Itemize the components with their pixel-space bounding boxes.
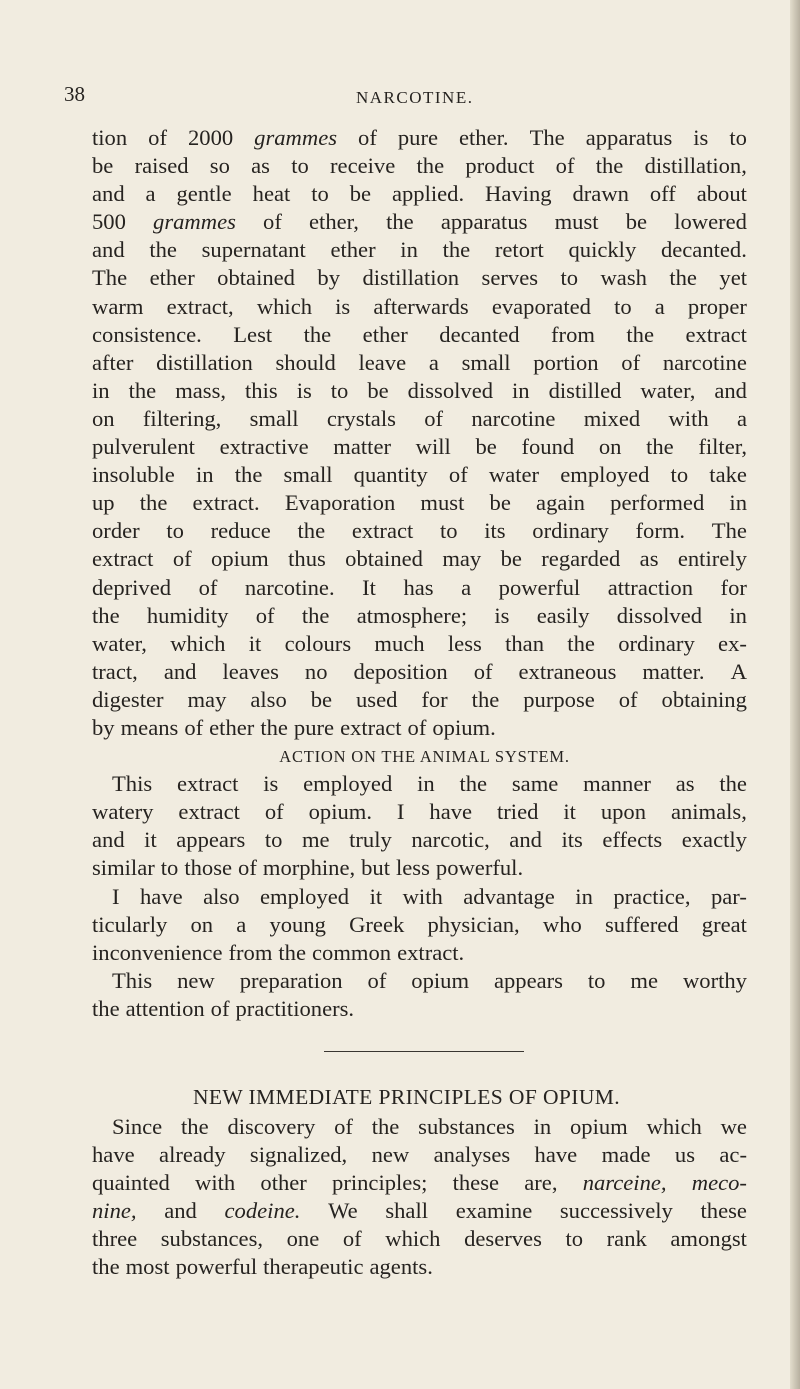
text-line: consistence. Lest the ether decanted from the extract bbox=[92, 321, 747, 347]
subsection-heading: ACTION ON THE ANIMAL SYSTEM. bbox=[279, 747, 570, 767]
text-line: and the supernatant ether in the retort quickly decanted. bbox=[92, 237, 747, 263]
section-divider bbox=[324, 1051, 524, 1052]
text-line: nine, and codeine. We shall examine successively these bbox=[92, 1198, 747, 1224]
section-heading: NEW IMMEDIATE PRINCIPLES OF OPIUM. bbox=[192, 1085, 621, 1109]
text-line: by means of ether the pure extract of opium. bbox=[92, 714, 496, 740]
paragraph bbox=[92, 124, 747, 742]
text-line: watery extract of opium. I have tried it upon animals, bbox=[92, 799, 747, 825]
text-line: three substances, one of which deserves to rank amongst bbox=[92, 1226, 747, 1252]
text-line: Since the discovery of the substances in opium which we bbox=[112, 1114, 747, 1139]
text-line: and a gentle heat to be applied. Having drawn off about bbox=[92, 181, 747, 207]
text-line: ticularly on a young Greek physician, who suffered great bbox=[92, 911, 747, 937]
text-line: tract, and leaves no deposition of extraneous matter. A bbox=[92, 658, 747, 684]
text-line: inconvenience from the common extract. bbox=[92, 939, 465, 965]
text-line: up the extract. Evaporation must be again performed in bbox=[92, 490, 747, 516]
text-line: after distillation should leave a small portion of narcotine bbox=[92, 349, 747, 375]
text-line: quainted with other principles; these are, narceine, meco- bbox=[92, 1170, 747, 1196]
text-line: 500 grammes of ether, the apparatus must be lowered bbox=[92, 209, 747, 235]
text-line: the humidity of the atmosphere; is easily dissolved in bbox=[92, 602, 747, 628]
paragraph bbox=[92, 770, 747, 882]
text-line: have already signalized, new analyses have made us ac- bbox=[92, 1142, 747, 1168]
running-head: NARCOTINE. bbox=[356, 88, 474, 107]
text-line: the attention of practitioners. bbox=[92, 995, 355, 1021]
paragraph bbox=[92, 883, 747, 967]
text-line: similar to those of morphine, but less powerful. bbox=[92, 855, 524, 881]
text-line: The ether obtained by distillation serves to wash the yet bbox=[92, 265, 747, 291]
text-line: This new preparation of opium appears to me worthy bbox=[112, 967, 747, 993]
text-line: and it appears to me truly narcotic, and its effects exactly bbox=[92, 827, 747, 853]
paragraph bbox=[92, 1113, 747, 1282]
text-line: This extract is employed in the same manner as the bbox=[112, 771, 747, 797]
text-line: on filtering, small crystals of narcotine mixed with a bbox=[92, 405, 747, 431]
text-line: insoluble in the small quantity of water employed to take bbox=[92, 462, 747, 488]
text-line: I have also employed it with advantage in practice, par- bbox=[112, 883, 747, 909]
text-line: extract of opium thus obtained may be regarded as entirely bbox=[92, 546, 747, 572]
text-line: pulverulent extractive matter will be found on the filter, bbox=[92, 434, 747, 460]
text-line: order to reduce the extract to its ordinary form. The bbox=[92, 518, 747, 544]
section-rule-space bbox=[92, 1023, 747, 1081]
text-line: water, which it colours much less than the ordinary ex- bbox=[92, 630, 747, 656]
text-line: in the mass, this is to be dissolved in distilled water, and bbox=[92, 377, 747, 403]
text-line: the most powerful therapeutic agents. bbox=[92, 1254, 433, 1280]
body-text bbox=[92, 124, 747, 1282]
text-line: deprived of narcotine. It has a powerful attraction for bbox=[92, 574, 747, 600]
page-edge bbox=[790, 0, 800, 1389]
text-line: warm extract, which is afterwards evaporated to a proper bbox=[92, 293, 747, 319]
text-line: tion of 2000 grammes of pure ether. The apparatus is to bbox=[92, 125, 747, 150]
text-line: be raised so as to receive the product of the distillation, bbox=[92, 153, 747, 179]
text-line: digester may also be used for the purpose of obtaining bbox=[92, 686, 747, 712]
paragraph bbox=[92, 967, 747, 1023]
page-number: 38 bbox=[64, 82, 85, 106]
